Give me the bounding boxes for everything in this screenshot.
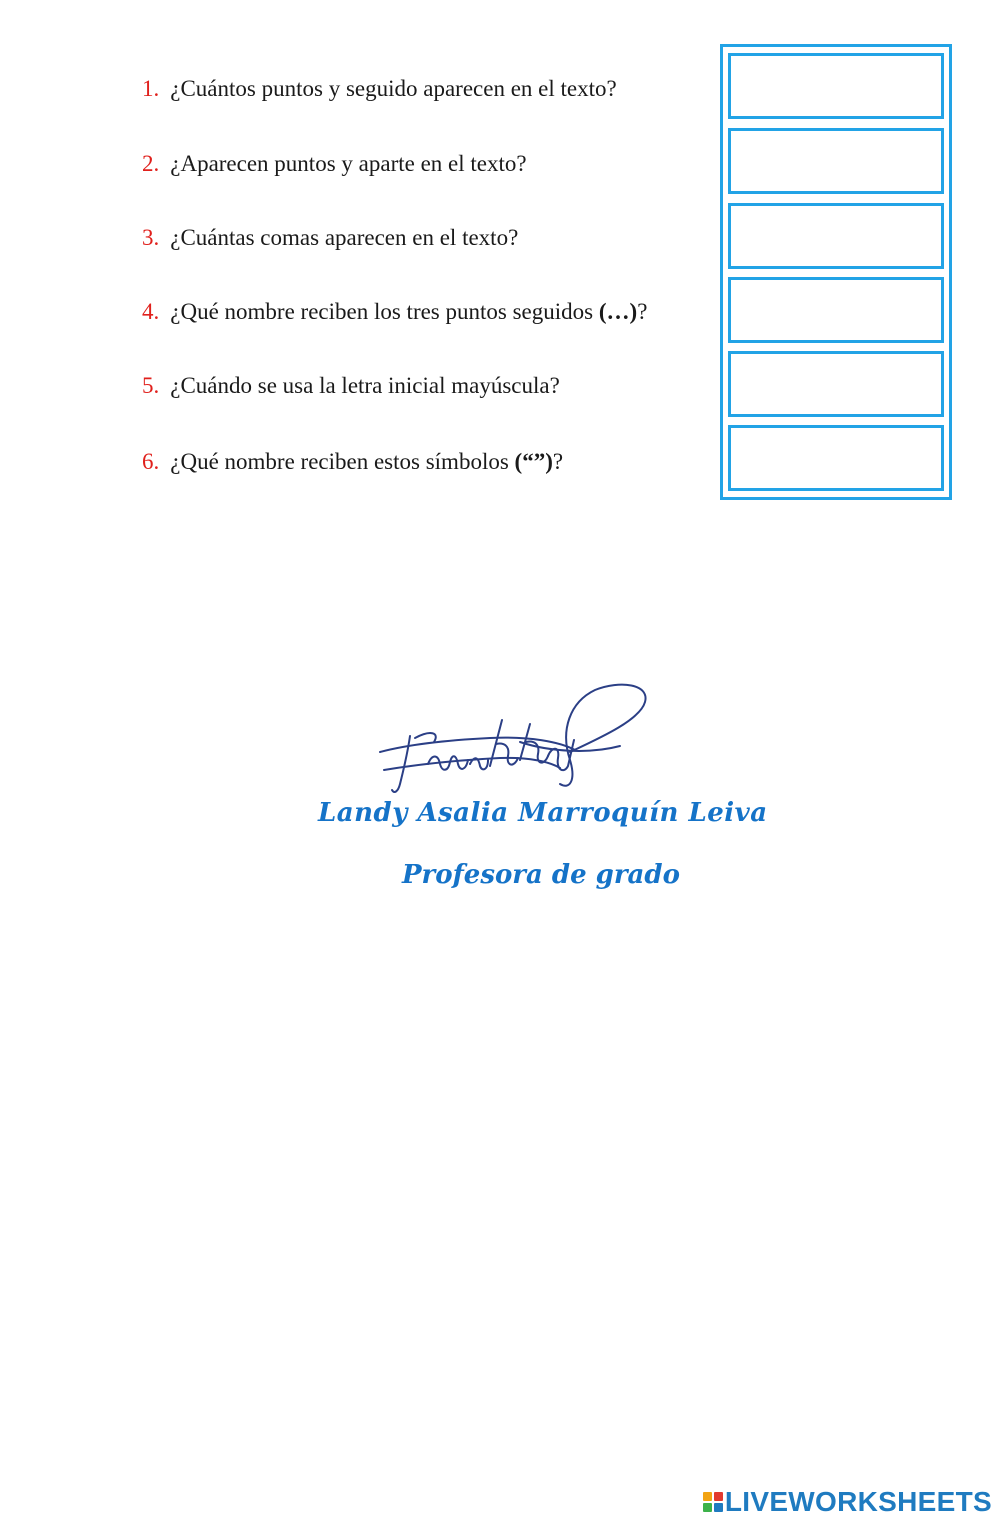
question-text: ¿Cuántas comas aparecen en el texto? [170,225,519,250]
answer-input-1[interactable] [728,53,944,119]
answer-input-6[interactable] [728,425,944,491]
question-number: 4. [142,299,160,324]
question-text: ¿Cuándo se usa la letra inicial mayúscula? [170,373,560,398]
question-number: 3. [142,225,160,250]
question-text-end: ? [637,299,648,324]
question-number: 5. [142,373,160,398]
brand-name: LIVEWORKSHEETS [724,1486,992,1517]
signature-role: Profesora de grado [402,860,680,890]
question-text: ¿Aparecen puntos y aparte en el texto? [170,151,527,176]
question-2 [142,149,527,179]
liveworksheets-logo-icon [703,1492,723,1512]
question-text: ¿Qué nombre reciben estos símbolos [170,449,515,474]
question-text-end: ? [552,449,564,474]
answer-input-4[interactable] [728,277,944,343]
question-number: 2. [142,151,160,176]
question-number: 6. [142,449,160,474]
answer-input-2[interactable] [728,128,944,194]
signature-image [370,680,660,800]
question-text: ¿Qué nombre reciben los tres puntos seguidos [170,299,599,324]
answer-input-3[interactable] [728,203,944,269]
brand-footer [703,1486,992,1518]
question-4 [142,297,647,327]
question-6 [142,447,563,477]
question-text: ¿Cuántos puntos y seguido aparecen en el texto? [170,76,617,101]
question-1 [142,74,617,104]
question-number: 1. [142,76,160,101]
answer-input-5[interactable] [728,351,944,417]
quotes-symbol: (“”) [514,449,553,474]
question-3 [142,223,518,253]
signature-name: Landy Asalia Marroquín Leiva [318,798,768,828]
question-5 [142,371,560,401]
answer-panel [720,44,952,500]
ellipsis-symbol: (…) [598,299,638,324]
